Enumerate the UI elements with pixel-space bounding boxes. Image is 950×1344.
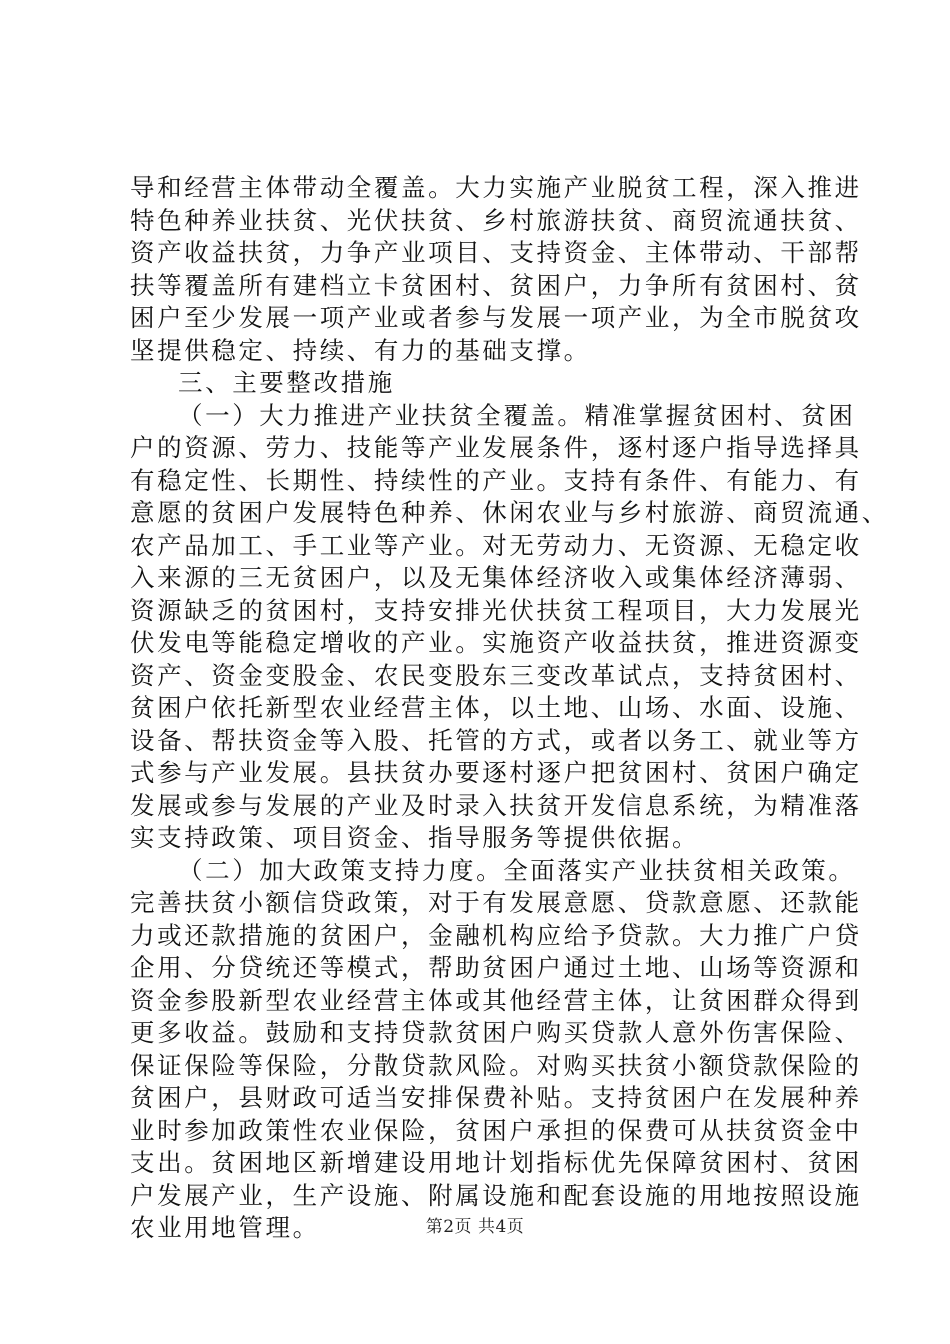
text-line: 困户至少发展一项产业或者参与发展一项产业，为全市脱贫攻 — [130, 303, 862, 332]
text-line: 坚提供稳定、持续、有力的基础支撑。 — [130, 335, 591, 365]
text-line: 资产收益扶贫，力争产业项目、支持资金、主体带动、干部帮 — [130, 238, 862, 267]
text-line: 设备、帮扶资金等入股、托管的方式，或者以务工、就业等方 — [130, 725, 862, 755]
text-line: 入来源的三无贫困户，以及无集体经济收入或集体经济薄弱、 — [130, 563, 862, 592]
document-body — [130, 172, 889, 1245]
text-line: 式参与产业发展。县扶贫办要逐村逐户把贫困村、贫困户确定 — [130, 758, 862, 787]
text-line: 伏发电等能稳定增收的产业。实施资产收益扶贫，推进资源变 — [130, 628, 862, 657]
text-line: 农产品加工、手工业等产业。对无劳动力、无资源、无稳定收 — [130, 530, 862, 560]
text-line: 力或还款措施的贫困户，金融机构应给予贷款。大力推广户贷 — [130, 920, 862, 950]
text-line: （一）大力推进产业扶贫全覆盖。精准掌握贫困村、贫困 — [178, 400, 856, 430]
text-line: 有稳定性、长期性、持续性的产业。支持有条件、有能力、有 — [130, 465, 862, 495]
section-heading: 三、主要整改措施 — [178, 368, 395, 397]
text-line: 农业用地管理。 — [130, 1213, 320, 1242]
text-line: 意愿的贫困户发展特色种养、休闲农业与乡村旅游、商贸流通、 — [130, 498, 889, 527]
text-line: 资产、资金变股金、农民变股东三变改革试点，支持贫困村、 — [130, 660, 862, 690]
text-line: 特色种养业扶贫、光伏扶贫、乡村旅游扶贫、商贸流通扶贫、 — [130, 205, 862, 235]
text-line: 户发展产业，生产设施、附属设施和配套设施的用地按照设施 — [130, 1180, 862, 1210]
text-line: 资源缺乏的贫困村，支持安排光伏扶贫工程项目，大力发展光 — [130, 595, 862, 625]
text-line: 导和经营主体带动全覆盖。大力实施产业脱贫工程，深入推进 — [130, 173, 862, 202]
text-line: （二）加大政策支持力度。全面落实产业扶贫相关政策。 — [178, 855, 856, 885]
text-line: 支出。贫困地区新增建设用地计划指标优先保障贫困村、贫困 — [130, 1148, 862, 1177]
text-line: 贫困户依托新型农业经营主体，以土地、山场、水面、设施、 — [130, 693, 862, 722]
text-line: 户的资源、劳力、技能等产业发展条件，逐村逐户指导选择具 — [130, 433, 862, 462]
text-line: 业时参加政策性农业保险，贫困户承担的保费可从扶贫资金中 — [130, 1115, 862, 1145]
text-line: 完善扶贫小额信贷政策，对于有发展意愿、贷款意愿、还款能 — [130, 888, 862, 917]
text-line: 发展或参与发展的产业及时录入扶贫开发信息系统，为精准落 — [130, 790, 862, 820]
text-line: 保证保险等保险，分散贷款风险。对购买扶贫小额贷款保险的 — [130, 1050, 862, 1080]
text-line: 资金参股新型农业经营主体或其他经营主体，让贫困群众得到 — [130, 985, 862, 1015]
text-line: 贫困户，县财政可适当安排保费补贴。支持贫困户在发展种养 — [130, 1083, 862, 1112]
text-line: 企用、分贷统还等模式，帮助贫困户通过土地、山场等资源和 — [130, 953, 862, 982]
text-line: 更多收益。鼓励和支持贷款贫困户购买贷款人意外伤害保险、 — [130, 1018, 862, 1047]
text-line: 实支持政策、项目资金、指导服务等提供依据。 — [130, 823, 700, 852]
page-footer: 第2页 共4页 — [425, 1217, 525, 1237]
text-line: 扶等覆盖所有建档立卡贫困村、贫困户，力争所有贫困村、贫 — [130, 270, 862, 300]
